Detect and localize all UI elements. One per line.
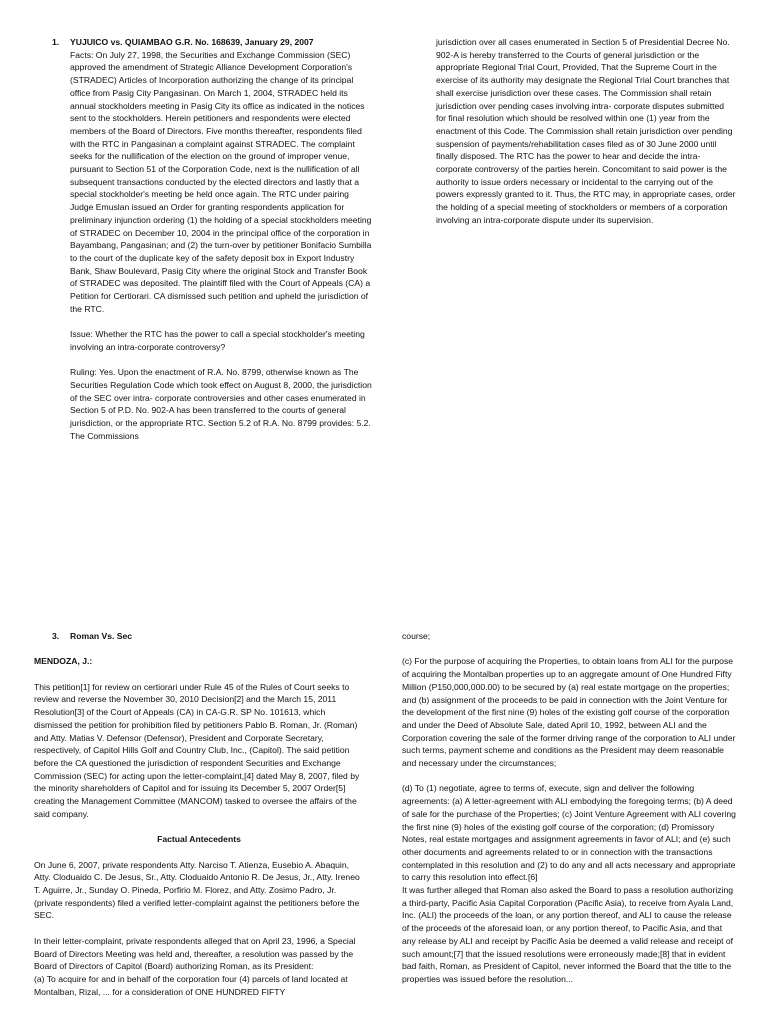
facts-paragraph: Facts: On July 27, 1998, the Securities and Exchange Commission (SEC) approved the amendment of Strategic Alliance Development Corporation's (STRADEC) Articles of Incorporation authorizing the change of its principal office from Pasig City Pangasinan. On March 1, 2004, STRADEC held its annual stockholders meeting in Pasig City its office as indicated in the notices sent to the stockholders. Herein petitioners and respondents were elected members of the Board of Directors. Five months thereafter, respondents filed with the RTC in Pangasinan a complaint against STRADEC. The complaint seeks for the nullification of the election on the ground of improper venue, pursuant to Section 51 of the Corporation Code, next is the nullification of all subsequent transactions conducted by the elected directors and lastly that a special stockholder's meeting be held once again. The RTC under pairing Judge Emuslan issued an Order for granting respondents application for preliminary injunction ordering (1) the holding of a special stockholders meeting of STRADEC on December 10, 2004 in the principal office of the corporation in Bayambang, Pangasinan; and (2) the turn-over by petitioner Bonifacio Sumbilla to the court of the duplicate key of the safety deposit box in Export Industry Bank, Shaw Boulevard, Pasig City where the original Stock and Transfer Book of STRADEC was deposited. The plaintiff filed with the Court of Appeals (CA) a Petition for Certiorari. CA dismissed such petition and upheld the jurisdiction of the RTC. <box>70 49 372 314</box>
case-title: YUJUICO vs. QUIAMBAO G.R. No. 168639, January 29, 2007 <box>70 37 314 47</box>
judge-name: MENDOZA, J.: <box>34 656 93 667</box>
item-a-paragraph: (a) To acquire for and in behalf of the corporation four (4) parcels of land located at Montalban, Rizal, ... for a consideration of ONE HUNDRED FIFTY <box>34 973 348 997</box>
case-heading <box>52 36 374 49</box>
page1-left-column <box>52 36 374 442</box>
course-line: course; <box>402 631 431 641</box>
item-c-paragraph: (c) For the purpose of acquiring the Properties, to obtain loans from ALI for the purpose of acquiring the Montalban properties up to an aggregate amount of One Hundred Fifty Million (P150,000,000.00) to be secured by (a) real estate mortgage on the properties; and (b) assignment of the proceeds to be paid in connection with the Joint Venture for the development of the first nine (9) holes of the existing golf course of the corporation and under the Deed of Absolute Sale, dated April 10, 1992, between ALI and the Corporation covering the sale of the former driving range of the corporation to ALI under such terms, payment scheme and conditions as the President may deem reasonable and necessary under the circumstances; <box>402 656 736 769</box>
ruling-paragraph: Ruling: Yes. Upon the enactment of R.A. No. 8799, otherwise known as The Securities Regulation Code which took effect on August 8, 2000, the jurisdiction of the SEC over intra- corporate controversies and other cases enumerated in Section 5 of P.D. No. 902-A has been transferred to the courts of general jurisdiction, or the appropriate RTC. Section 5.2 of R.A. No. 8799 provides: 5.2. The Commissions <box>70 367 372 441</box>
case-number: 3. <box>52 631 60 641</box>
letter-complaint-paragraph: In their letter-complaint, private respondents alleged that on April 23, 1996, a Special Board of Directors Meeting was held and, thereafter, a resolution was passed by the Board of Directors of Capitol (Board) authorizing Roman, as its President: <box>34 935 356 972</box>
case-title: Roman Vs. Sec <box>70 631 133 641</box>
page1-right-column <box>436 36 736 227</box>
continued-paragraph: jurisdiction over all cases enumerated in Section 5 of Presidential Decree No. 902-A is hereby transferred to the Courts of general jurisdiction or the appropriate Regional Trial Court, Provided, That the Supreme Court in the exercise of its authority may designate the Regional Trial Court branches that shall exercise jurisdiction over these cases. The Commission shall retain jurisdiction over pending cases involving intra- corporate disputes submitted for final resolution which should be resolved within one (1) year from the enactment of this Code. The Commission shall retain jurisdiction over pending suspension of payments/rehabilitation cases filed as of 30 June 2000 until finally disposed. The RTC has the power to hear and decide the intra-corporate controversy of the parties herein. Concomitant to said power is the authority to issue orders necessary or incidental to the carrying out of the powers expressly granted to it. Thus, the RTC may, in appropriate cases, order the holding of a special meeting of stockholders or members of a corporation involving an intra-corporate dispute under its supervision. <box>436 37 736 225</box>
section-heading: Factual Antecedents <box>157 834 241 845</box>
item-d-paragraph: (d) To (1) negotiate, agree to terms of, execute, sign and deliver the following agreements: (a) A letter-agreement with ALI embodying the foregoing terms; (b) A deed of sale for the purchase of the Properties; (c) Joint Venture Agreement with ALI covering the first nine (9) holes of the existing golf course of the corporation; (d) Promissory Notes, real estate mortgages and assignment agreements in favor of ALI; and (e) such other documents and agreements related to or in connection with the transactions contemplated in this resolution and (2) to do any and all acts necessary and appropriate to carry this resolution into effect.[6] <box>402 783 736 883</box>
case-number: 1. <box>52 37 60 47</box>
page2-right-column <box>402 630 736 986</box>
case-heading <box>34 630 364 643</box>
allegation-paragraph: It was further alleged that Roman also asked the Board to pass a resolution authorizing a third-party, Pacific Asia Capital Corporation (Pacific Asia), to receive from Ayala Land, Inc. (ALI) the proceeds of the loan, or any portion thereof, and ALI to cause the release of the proceeds of the aforesaid loan, or any portion thereof, to Pacific Asia, and that any release by ALI and receipt by Pacific Asia be deemed a valid release and receipt of such amount;[7] that the issued resolutions were erroneously made;[8] that in evident bad faith, Roman, as President of Capitol, never informed the Board that the title to the properties was issued before the resolution... <box>402 885 734 984</box>
issue-paragraph: Issue: Whether the RTC has the power to call a special stockholder's meeting involving an intra-corporate controversy? <box>70 329 365 352</box>
respondents-paragraph: On June 6, 2007, private respondents Atty. Narciso T. Atienza, Eusebio A. Abaquin, Atty. Cloduaido C. De Jesus, Sr., Atty. Cloduaido Antonio R. De Jesus, Jr., Atty. Ireneo T. Aguirre, Jr., Sunday O. Pineda, Porfirio M. Florez, and Atty. Zosimo Padro, Jr. (private respondents) filed a verified letter-complaint against the petitioners before the SEC. <box>34 859 360 921</box>
petition-paragraph: This petition[1] for review on certiorari under Rule 45 of the Rules of Court seeks to review and reverse the November 30, 2010 Decision[2] and the March 15, 2011 Resolution[3] of the Court of Appeals (CA) in CA-G.R. SP No. 101613, which dismissed the petition for prohibition filed by petitioners Pablo B. Roman, Jr. (Roman) and Atty. Matias V. Defensor (Defensor), President and Corporate Secretary, respectively, of Capitol Hills Golf and Country Club, Inc., (Capitol). The said petition before the CA questioned the jurisdiction of respondent Securities and Exchange Commission (SEC) for acting upon the letter-complaint,[4] dated May 8, 2007, filed by the minority shareholders of Capitol and for issuing its December 5, 2007 Order[5] creating the Management Committee (MANCOM) tasked to oversee the affairs of the said company. <box>34 681 360 819</box>
page2-left-column <box>34 630 364 998</box>
